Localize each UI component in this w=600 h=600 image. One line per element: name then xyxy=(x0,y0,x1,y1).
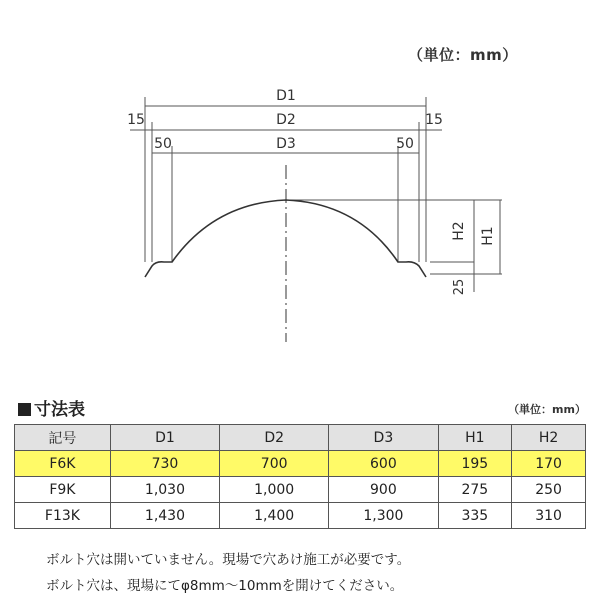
label-h1: H1 xyxy=(480,226,496,246)
label-d1: D1 xyxy=(276,88,296,104)
table-cell: 250 xyxy=(512,477,586,503)
header-h1: H1 xyxy=(438,425,512,451)
header-d3: D3 xyxy=(329,425,438,451)
unit-label-top: （単位：mm） xyxy=(408,46,518,64)
label-25: 25 xyxy=(452,278,467,296)
label-50-right: 50 xyxy=(396,136,414,152)
header-h2: H2 xyxy=(512,425,586,451)
header-d1: D1 xyxy=(110,425,219,451)
table-cell: 700 xyxy=(220,451,329,477)
table-cell: F6K xyxy=(15,451,111,477)
extension-lines xyxy=(145,97,502,292)
header-d2: D2 xyxy=(220,425,329,451)
note-line-2: ボルト穴は、現場にてφ8mm～10mmを開けてください。 xyxy=(46,578,404,594)
table-cell: 900 xyxy=(329,477,438,503)
table-cell: F13K xyxy=(15,503,111,529)
label-15-left: 15 xyxy=(127,112,145,128)
header-symbol: 記号 xyxy=(15,425,111,451)
dimension-lines xyxy=(130,106,500,274)
table-header-row xyxy=(15,425,586,451)
table-cell: 170 xyxy=(512,451,586,477)
table-cell: 335 xyxy=(438,503,512,529)
table-section-title: 寸法表 xyxy=(18,395,85,420)
table-cell: 310 xyxy=(512,503,586,529)
table-cell: 195 xyxy=(438,451,512,477)
table-row xyxy=(15,477,586,503)
label-d3: D3 xyxy=(276,136,296,152)
label-h2: H2 xyxy=(451,221,467,241)
label-d2: D2 xyxy=(276,112,296,128)
table-cell: 1,430 xyxy=(110,503,219,529)
dimension-table xyxy=(14,424,586,529)
table-row xyxy=(15,451,586,477)
table-cell: 730 xyxy=(110,451,219,477)
table-cell: 1,000 xyxy=(220,477,329,503)
square-bullet-icon xyxy=(18,403,31,416)
table-row xyxy=(15,503,586,529)
table-cell: 1,400 xyxy=(220,503,329,529)
table-cell: 275 xyxy=(438,477,512,503)
note-line-1: ボルト穴は開いていません。現場で穴あけ施工が必要です。 xyxy=(46,552,411,568)
table-cell: F9K xyxy=(15,477,111,503)
table-cell: 600 xyxy=(329,451,438,477)
table-cell: 1,030 xyxy=(110,477,219,503)
unit-label-table: （単位：mm） xyxy=(508,403,586,416)
table-cell: 1,300 xyxy=(329,503,438,529)
label-15-right: 15 xyxy=(425,112,443,128)
label-50-left: 50 xyxy=(154,136,172,152)
